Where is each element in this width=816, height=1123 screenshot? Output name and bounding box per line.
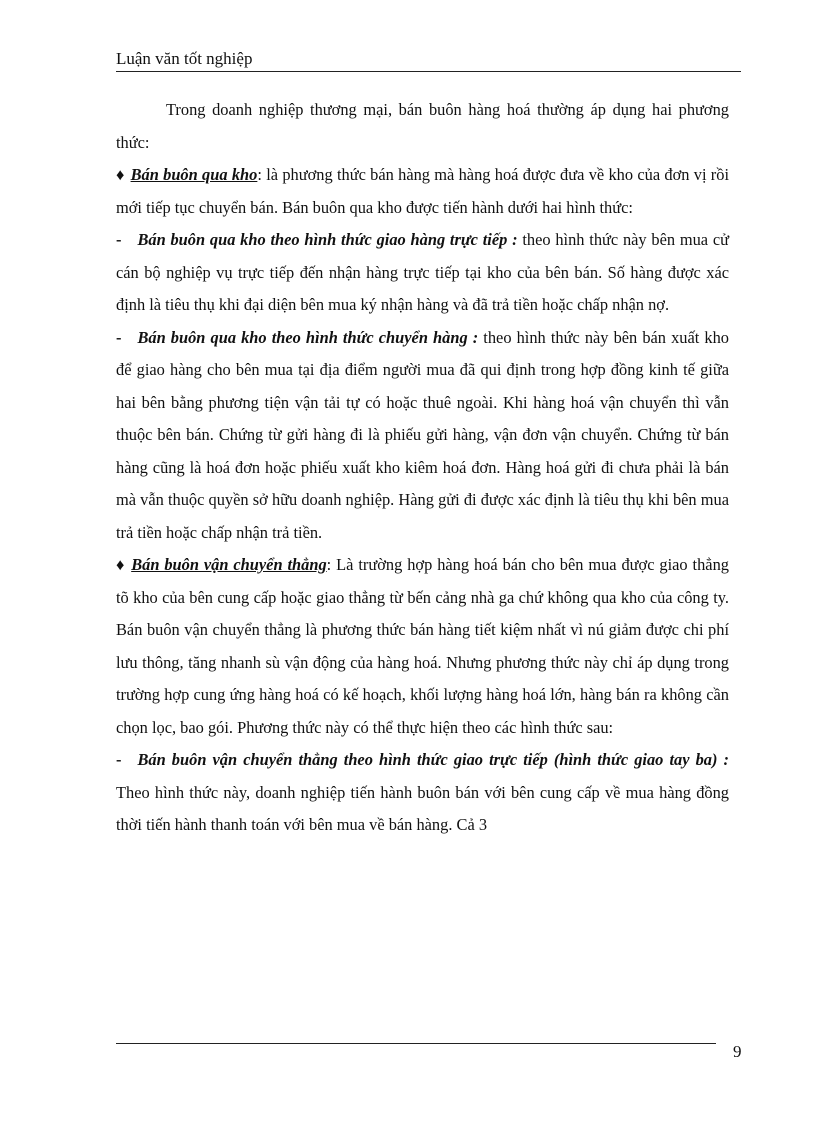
- page-body: [116, 94, 729, 842]
- dash-bullet: -: [116, 327, 122, 347]
- running-header: [116, 48, 741, 72]
- bullet-paragraph-direct-transport: [116, 549, 729, 744]
- dash-paragraph-direct: [116, 224, 729, 322]
- diamond-bullet-icon: ♦: [116, 165, 125, 184]
- dash-text: theo hình thức này bên mua cử cán bộ nghiệp vụ trực tiếp đến nhận hàng trực tiếp tại kho của bên bán. Số hàng được xác định là tiêu thụ khi đại diện bên mua ký nhận hàng và đã trả tiền hoặc chấp nhận nợ.: [116, 230, 729, 314]
- dash-paragraph-three-party: [116, 744, 729, 842]
- term-giao-tay-ba: Bán buôn vận chuyển thẳng theo hình thức giao trực tiếp (hình thức giao tay ba) :: [137, 750, 729, 769]
- page-number: 9: [733, 1042, 742, 1061]
- term-ban-buon-qua-kho: Bán buôn qua kho: [130, 165, 258, 184]
- term-giao-hang-truc-tiep: Bán buôn qua kho theo hình thức giao hàng trực tiếp :: [137, 230, 518, 249]
- bullet-text: : Là trường hợp hàng hoá bán cho bên mua được giao thẳng tõ kho của bên cung cấp hoặc giao thẳng từ bến cảng nhà ga chứ không qua kho của công ty. Bán buôn vận chuyển thẳng là phương thức bán hàng tiết kiệm nhất vì nú giảm được chi phí lưu thông, tăng nhanh sù vận động của hàng hoá. Nhưng phương thức này chỉ áp dụng trong trường hợp cung ứng hàng hoá có kế hoạch, khối lượng hàng hoá lớn, hàng bán ra không cần chọn lọc, bao gói. Phương thức này có thể thực hiện theo các hình thức sau:: [116, 555, 729, 737]
- bullet-paragraph-warehouse: [116, 159, 729, 224]
- dash-paragraph-shipping: [116, 322, 729, 550]
- diamond-bullet-icon: ♦: [116, 555, 126, 574]
- dash-text: theo hình thức này bên bán xuất kho để giao hàng cho bên mua tại địa điểm người mua đã qui định trong hợp đồng kinh tế giữa hai bên bằng phương tiện vận tải tự có hoặc thuê ngoài. Khi hàng hoá vận chuyển thì vẫn thuộc bên bán. Chứng từ gửi hàng đi là phiếu gửi hàng, vận đơn vận chuyển. Chứng từ bán hàng cũng là hoá đơn hoặc phiếu xuất kho kiêm hoá đơn. Hàng hoá gửi đi chưa phải là bán mà vẫn thuộc quyền sở hữu doanh nghiệp. Hàng gửi đi được xác định là tiêu thụ khi bên mua trả tiền hoặc chấp nhận trả tiền.: [116, 327, 729, 542]
- dash-bullet: -: [116, 230, 122, 249]
- dash-text: Theo hình thức này, doanh nghiệp tiến hành buôn bán với bên cung cấp về mua hàng đồng thời tiến hành thanh toán với bên mua về bán hàng. Cả 3: [116, 782, 729, 834]
- header-title: Luận văn tốt nghiệp: [116, 49, 253, 68]
- term-chuyen-hang: Bán buôn qua kho theo hình thức chuyển hàng :: [137, 327, 479, 347]
- term-van-chuyen-thang: Bán buôn vận chuyển thẳng: [131, 555, 327, 574]
- intro-paragraph: Trong doanh nghiệp thương mại, bán buôn hàng hoá thường áp dụng hai phương thức:: [116, 100, 729, 152]
- dash-bullet: -: [116, 750, 122, 769]
- footer-rule: [116, 1043, 716, 1044]
- bullet-text: : là phương thức bán hàng mà hàng hoá được đưa về kho của đơn vị rồi mới tiếp tục chuyển bán. Bán buôn qua kho được tiến hành dưới hai hình thức:: [116, 165, 730, 217]
